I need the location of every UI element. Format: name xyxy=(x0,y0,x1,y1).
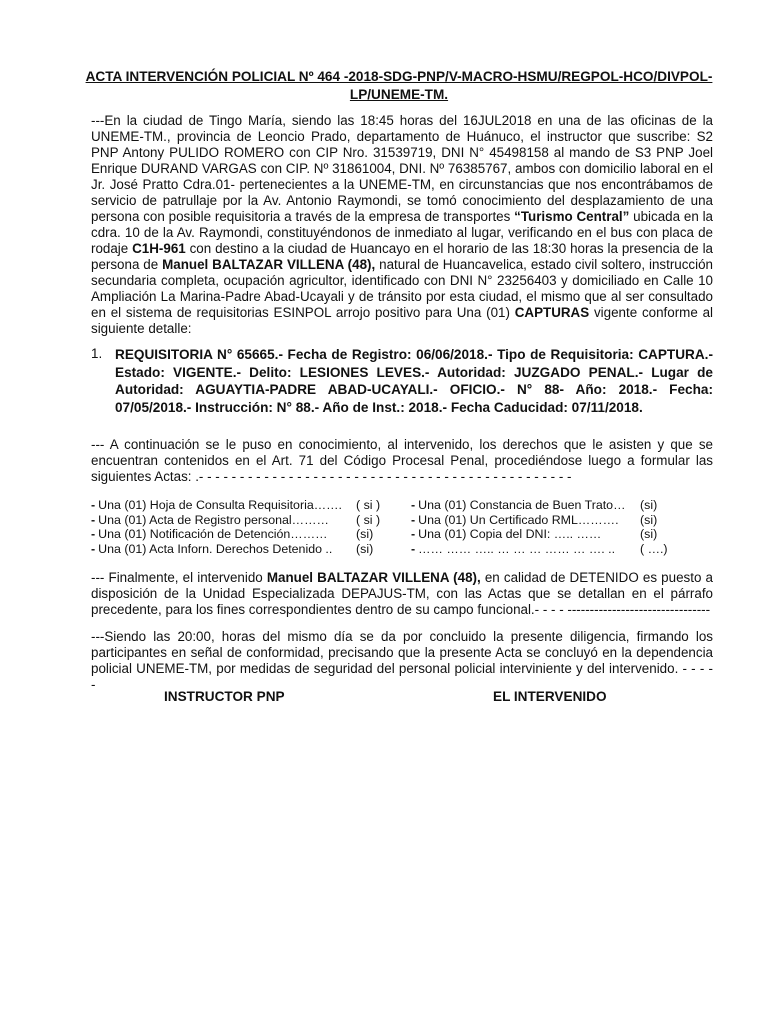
documents-row xyxy=(91,498,713,513)
signature-instructor: INSTRUCTOR PNP xyxy=(164,689,285,704)
paragraph-intervention xyxy=(91,113,713,337)
bullet-dash: - xyxy=(411,512,416,527)
documents-list xyxy=(91,498,713,556)
document-label: Una (01) Constancia de Buen Trato… xyxy=(418,498,626,512)
document-item xyxy=(91,513,329,528)
text-run: con destino a la ciudad de Huancayo en el horario de las 18:30 horas la presencia de la persona de xyxy=(91,241,713,272)
document-mark: (si) xyxy=(640,512,658,527)
document-mark: (si) xyxy=(640,527,658,541)
paragraph-disposition xyxy=(91,570,713,618)
bullet-dash: - xyxy=(411,498,416,512)
paragraph-rights: --- A continuación se le puso en conocimiento, al intervenido, los derechos que le asisten y que se encuentran contenidos en el Art. 71 del Código Procesal Penal, procediéndose luego a formular las siguientes Actas: .- - - - - - - - - - - - - - - - - - - - - - - - - - - - - - - - - - - - - - - - - - - - - - xyxy=(91,437,713,484)
document-label: Una (01) Un Certificado RML………. xyxy=(418,512,619,527)
document-title: ACTA INTERVENCIÓN POLICIAL Nº 464 -2018-SDG-PNP/V-MACRO-HSMU/REGPOL-HCO/DIVPOL-LP/UNEME-TM. xyxy=(85,69,713,102)
document-mark: ( si ) xyxy=(356,512,381,527)
captures-label: CAPTURAS xyxy=(514,305,590,320)
document-item xyxy=(411,513,619,528)
document-item xyxy=(91,527,327,542)
document-label: Una (01) Acta de Registro personal……… xyxy=(98,512,329,527)
documents-row xyxy=(91,527,713,542)
text-run: ubicada en la cdra. 10 de la Av. Raymondi, constituyéndonos de inmediato al lugar, verificando en el bus con placa de rodaje xyxy=(91,209,714,256)
signature-detainee: EL INTERVENIDO xyxy=(493,689,607,704)
document-item xyxy=(411,542,615,557)
text-run: ---En la ciudad de Tingo María, siendo las 18:45 horas del 16JUL2018 en una de las oficinas de la UNEME-TM., provincia de Leoncio Prado, departamento de Huánuco, el instructor que suscribe: S2 PNP Antony PULIDO ROMERO con CIP Nro. 31539719, DNI N° 45498158 al mando de S3 PNP Joel Enrique DURAND VARGAS con CIP. Nº 31861004, DNI. Nº 76385767, ambos con domicilio laboral en el Jr. José Pratto Cdra.01- pertenecientes a la UNEME-TM, en circunstancias que nos encontrábamos de servicio de patrullaje por la Av. Antonio Raymondi, se tomó conocimiento del desplazamiento de una persona con posible requisitoria a través de la empresa de transportes xyxy=(91,113,713,224)
document-label: Una (01) Hoja de Consulta Requisitoria……. xyxy=(98,498,342,512)
text-run: --- Finalmente, el intervenido xyxy=(91,570,267,585)
document-mark: (si) xyxy=(356,527,374,541)
documents-row xyxy=(91,513,713,528)
paragraph-closing: ---Siendo las 20:00, horas del mismo día se da por concluido la presente diligencia, firmando los participantes en señal de conformidad, precisando que la presente Acta se concluyó en la dependencia policial UNEME-TM, por medidas de seguridad del personal policial interviniente y del intervenido. - - - - - xyxy=(91,629,713,692)
text-run: vigente conforme al siguiente detalle: xyxy=(91,305,713,336)
document-label: Una (01) Acta Inforn. Derechos Detenido .. xyxy=(98,541,333,556)
text-run: en calidad de DETENIDO es puesto a disposición de la Unidad Especializada DEPAJUS-TM, con las Actas que se detallan en el párrafo precedente, para los fines correspondientes dentro de su campo funcional.- - - - -------------------------------- xyxy=(91,570,713,617)
detainee-name: Manuel BALTAZAR VILLENA (48), xyxy=(162,257,376,272)
bullet-dash: - xyxy=(91,498,96,512)
document-mark: (si) xyxy=(640,498,658,512)
bullet-dash: - xyxy=(91,541,96,556)
company-name: “Turismo Central” xyxy=(514,209,630,224)
requisitoria-item xyxy=(91,346,713,416)
bullet-dash: - xyxy=(411,527,416,541)
document-item xyxy=(411,498,625,513)
bullet-dash: - xyxy=(91,512,96,527)
document-mark: ( ….) xyxy=(640,541,668,556)
document-mark: ( si ) xyxy=(356,498,381,512)
detainee-name: Manuel BALTAZAR VILLENA (48), xyxy=(266,570,481,585)
document-label: …… …… ….. … … … …… … …. .. xyxy=(418,541,616,556)
document-label: Una (01) Notificación de Detención……… xyxy=(98,527,328,541)
document-item xyxy=(91,542,332,557)
document-mark: (si) xyxy=(356,541,374,556)
document-item xyxy=(91,498,342,513)
bullet-dash: - xyxy=(91,527,96,541)
list-number: 1. xyxy=(91,346,103,361)
license-plate: C1H-961 xyxy=(132,241,186,256)
documents-row xyxy=(91,542,713,557)
bullet-dash: - xyxy=(411,541,416,556)
document-item xyxy=(411,527,601,542)
document-label: Una (01) Copia del DNI: ….. …… xyxy=(418,527,602,541)
requisitoria-text: REQUISITORIA N° 65665.- Fecha de Registro: 06/06/2018.- Tipo de Requisitoria: CAPTURA.- Estado: VIGENTE.- Delito: LESIONES LEVES.- Autoridad: JUZGADO PENAL.- Lugar de Autoridad: AGUAYTIA-PADRE ABAD-UCAYALI.- OFICIO.- N° 88- Año: 2018.- Fecha: 07/05/2018.- Instrucción: N° 88.- Año de Inst.: 2018.- Fecha Caducidad: 07/11/2018. xyxy=(115,347,713,415)
text-run: natural de Huancavelica, estado civil soltero, instrucción secundaria completa, ocupación agricultor, identificado con DNI N° 23256403 y domiciliado en Calle 10 Ampliación La Marina-Padre Abad-Ucayali y de tránsito por esta ciudad, el mismo que al ser consultado en el sistema de requisitorias ESINPOL arrojo positivo para Una (01) xyxy=(91,257,713,320)
